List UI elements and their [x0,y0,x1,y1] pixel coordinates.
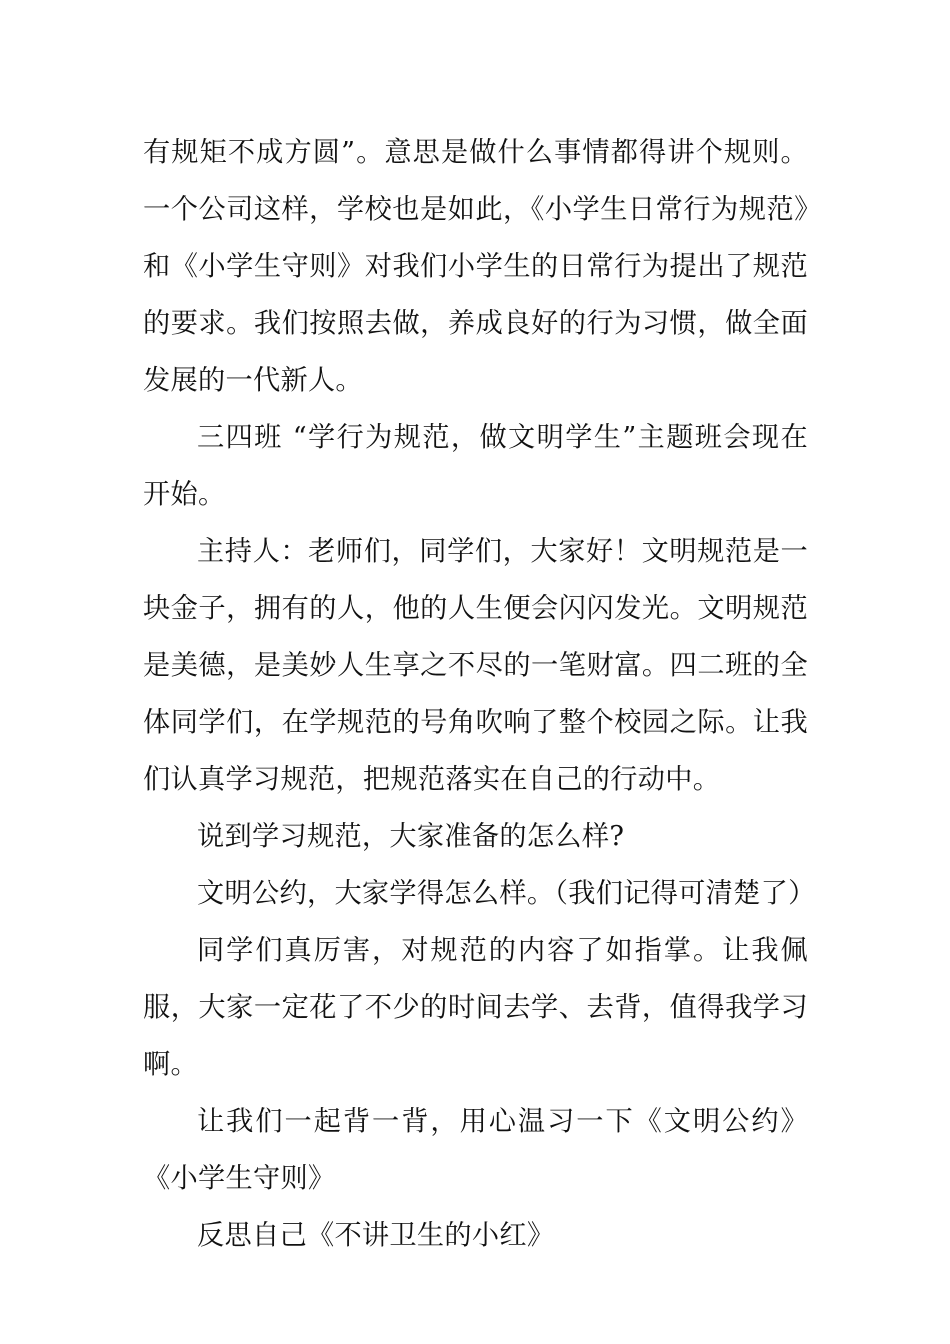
paragraph-civility-pact: 文明公约，大家学得怎么样。（我们记得可清楚了） [197,878,816,909]
paragraph-rules-intro: 有规矩不成方圆”。意思是做什么事情都得讲个规则。一个公司这样，学校也是如此，《小学生日常行为规范》和《小学生守则》对我们小学生的日常行为提出了规范的要求。我们按照去做，养成良好的行为习惯，做全面发展的一代新人。 [143,137,808,396]
document-body [143,124,816,1264]
paragraph-class-meeting-start: 三四班 “学行为规范，做文明学生”主题班会现在开始。 [143,422,808,510]
paragraph-preparation-question: 说到学习规范，大家准备的怎么样? [197,821,625,852]
paragraph-self-reflection: 反思自己《不讲卫生的小红》 [197,1220,555,1251]
paragraph-host-greeting: 主持人：老师们，同学们，大家好！文明规范是一块金子，拥有的人，他的人生便会闪闪发光。文明规范是美德，是美妙人生享之不尽的一笔财富。四二班的全体同学们，在学规范的号角吹响了整个校园之际。让我们认真学习规范，把规范落实在自己的行动中。 [143,536,808,795]
paragraph-recite-together: 让我们一起背一背，用心温习一下《文明公约》《小学生守则》 [143,1106,808,1194]
paragraph-praise: 同学们真厉害，对规范的内容了如指掌。让我佩服，大家一定花了不少的时间去学、去背，值得我学习啊。 [143,935,808,1080]
